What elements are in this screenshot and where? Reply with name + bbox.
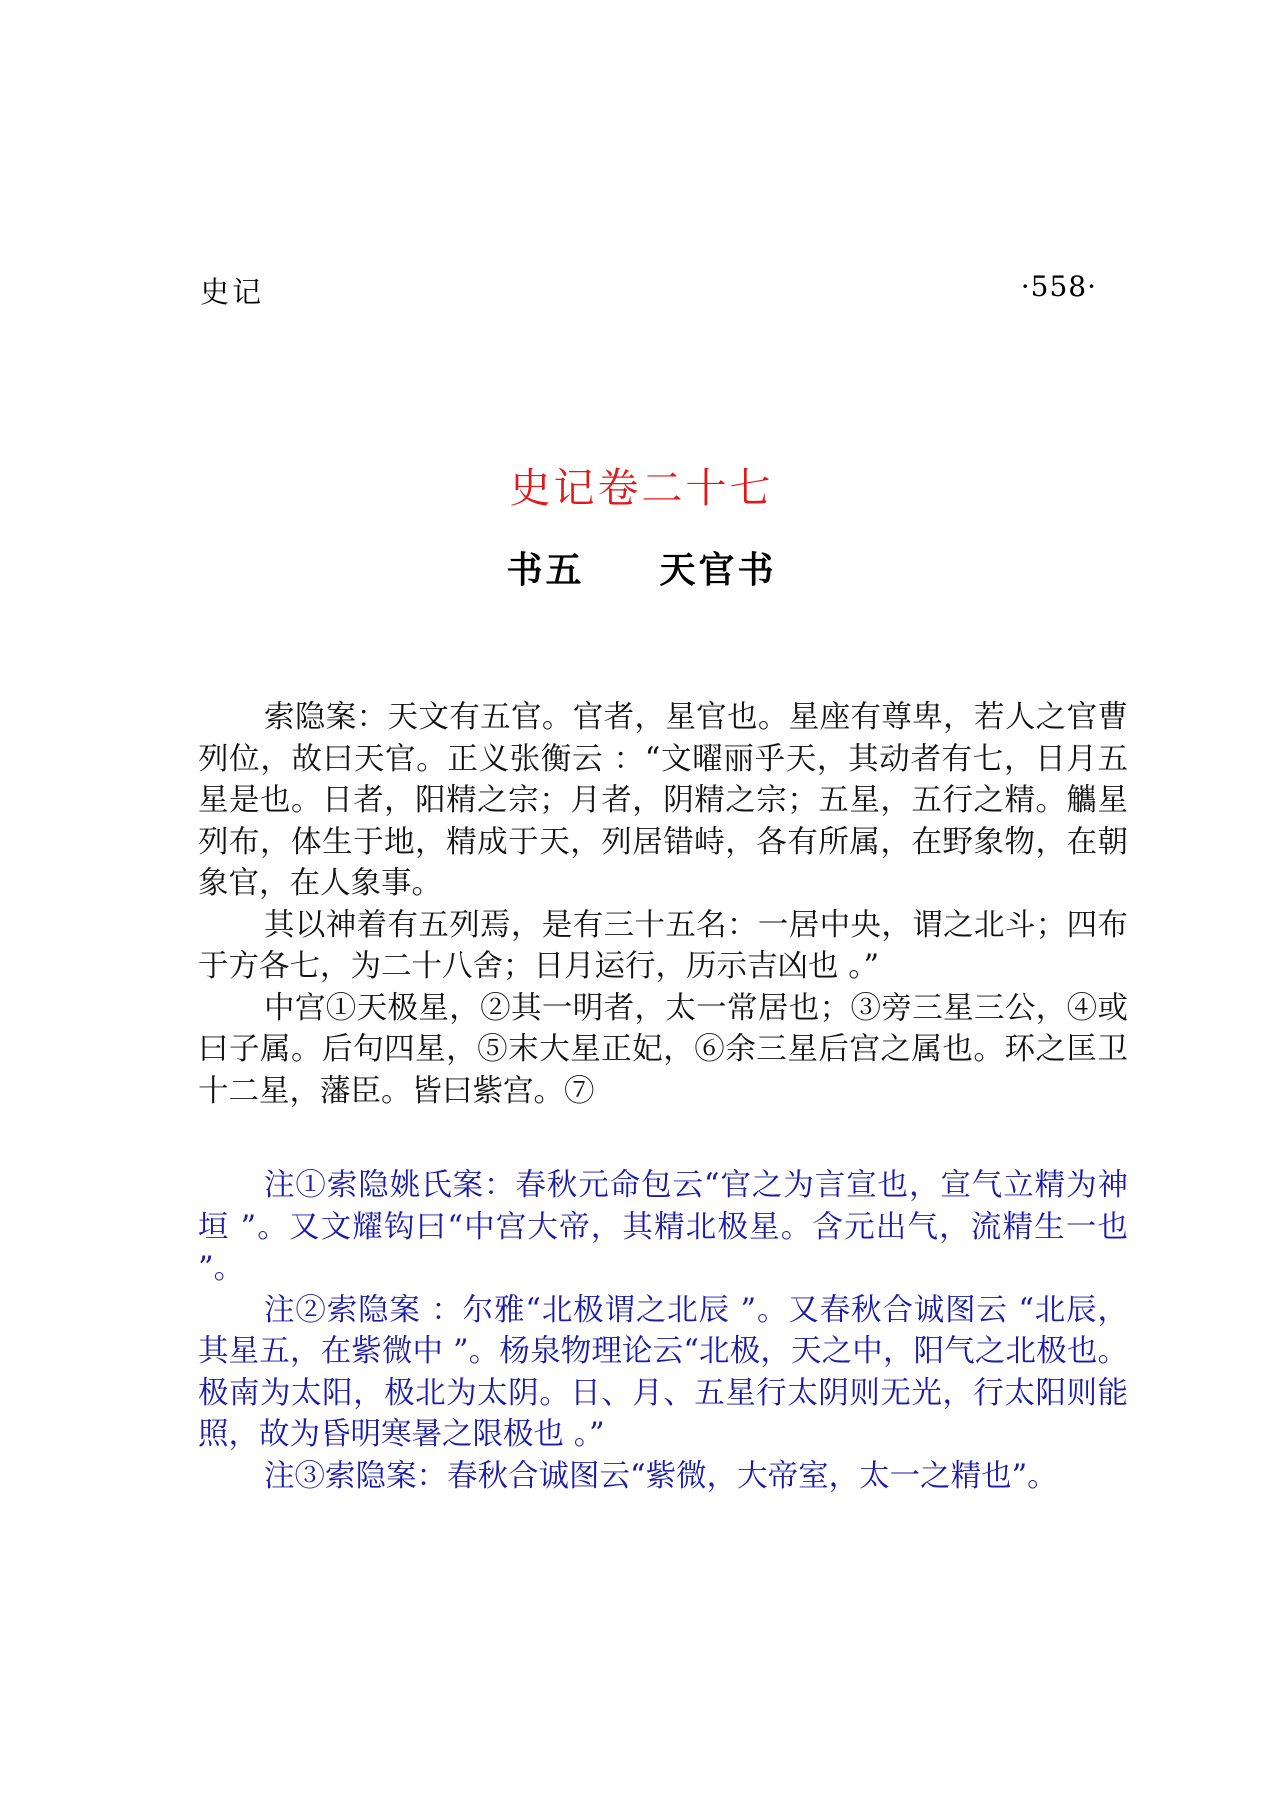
main-paragraph: 其以神着有五列焉，是有三十五名：一居中央，谓之北斗；四布于方各七，为二十八舍；日月运行，历示吉凶也 。” [198,907,1128,984]
page-number: ·558· [1020,270,1097,303]
main-text [198,697,1128,1112]
chapter-name: 天官书 [659,550,777,591]
main-paragraph: 索隐案：天文有五官。官者，星官也。星座有尊卑，若人之官曹列位，故曰天官。正义张衡云 ：“文曜丽乎天，其动者有七，日月五星是也。日者，阳精之宗；月者，阴精之宗；五星，五行之精。觿星列布，体生于地，精成于天，列居错峙，各有所属，在野象物，在朝象官，在人象事。 [198,700,1128,901]
volume-title: 史记卷二十七 [509,464,774,512]
chapter-title [0,542,1283,593]
note-paragraph: 注①索隐姚氏案：春秋元命包云“官之为言宣也，宣气立精为神垣 ”。又文耀钩曰“中宫大帝，其精北极星。含元出气，流精生一也 ”。 [198,1168,1128,1286]
note-paragraph: 注③索隐案：春秋合诚图云“紫微，大帝室，太一之精也”。 [264,1458,1058,1494]
running-head-book-title: 史记 [200,275,265,309]
note-paragraph: 注②索隐案 ：尔雅“北极谓之北辰 ”。又春秋合诚图云 “北辰，其星五，在紫微中 ”。杨泉物理论云“北极，天之中，阳气之北极也。极南为太阳，极北为太阴。日、月、五星行太阴则无光，行太阳则能照，故为昏明寒暑之限极也 。” [198,1292,1128,1452]
chapter-number: 书五 [506,550,585,591]
main-paragraph: 中宫①天极星，②其一明者，太一常居也；③旁三星三公，④或曰子属。后句四星，⑤末大星正妃，⑥余三星后宫之属也。环之匡卫十二星，藩臣。皆曰紫宫。⑦ [198,990,1128,1109]
notes-section [198,1165,1128,1497]
